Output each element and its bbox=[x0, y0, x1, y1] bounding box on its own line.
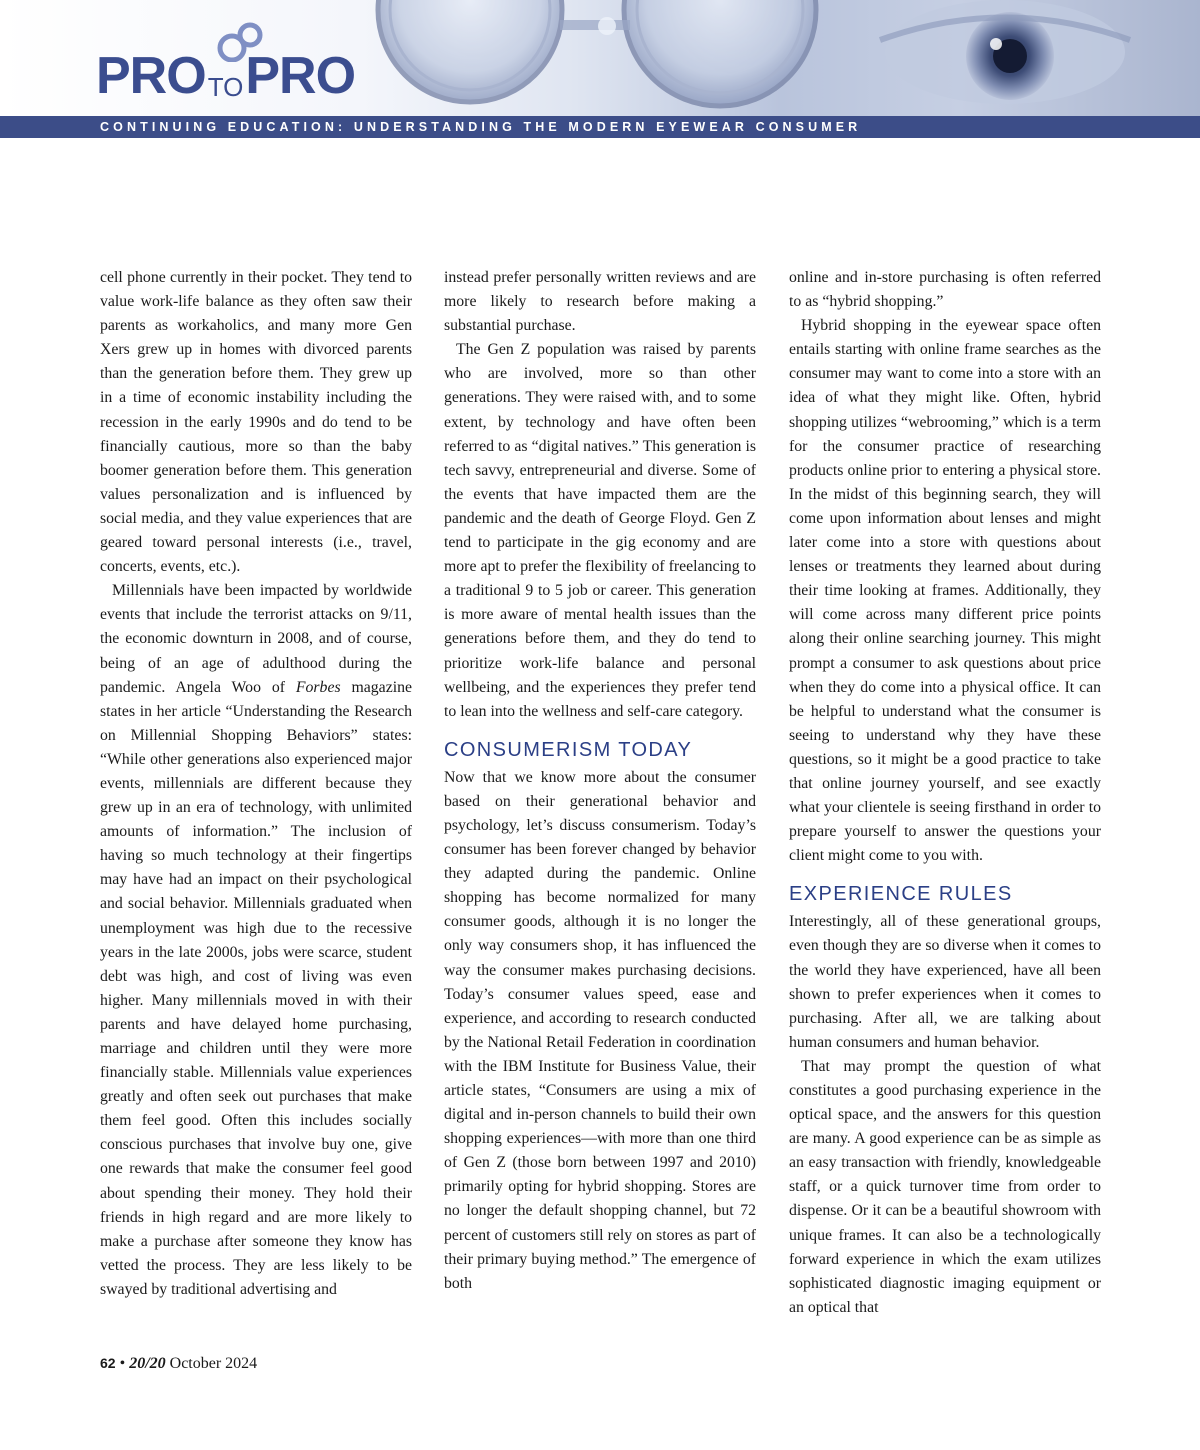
logo-pro-left: PRO bbox=[96, 47, 206, 105]
article-column-2 bbox=[444, 266, 756, 1296]
page-footer bbox=[100, 1355, 257, 1373]
magazine-name: 20/20 bbox=[129, 1355, 166, 1372]
page-number: 62 bbox=[100, 1355, 116, 1371]
article-column-1 bbox=[100, 266, 412, 1302]
paragraph: Now that we know more about the consumer based on their generational behavior and psychology, let’s discuss consumerism. Today’s consumer has been forever changed by behavior they adapted during the pandemic. Online shopping has become normalized for many consumer goods, although it is no longer the only way consumers shop, it has influenced the way the consumer makes purchasing decisions. Today’s consumer values speed, ease and experience, and according to research conducted by the National Retail Federation in coordination with the IBM Institute for Business Value, their article states, “Consumers are using a mix of digital and in-person channels to build their own shopping experiences—with more than one third of Gen Z (those born between 1997 and 2010) primarily opting for hybrid shopping. Stores are no longer the default shopping channel, but 72 percent of customers still rely on stores as part of their primary buying method.” The emergence of both bbox=[444, 768, 756, 1292]
paragraph: Hybrid shopping in the eyewear space often entails starting with online frame searches as the consumer may want to come into a store with an idea of what they might like. Often, hybrid shopping utilizes “webrooming,” which is a term for the consumer practice of researching products online prior to entering a physical store. In the midst of this beginning search, they will come upon information about lenses and might later come into a store with questions about lenses or treatments they learned about during their time looking at frames. Additionally, they will come across many different price points along their online searching journey. This might prompt a consumer to ask questions about price when they do come into a physical office. It can be helpful to understand what the consumer is seeing to understand why they have these questions, so it might be a good practice to take that online journey yourself, and see exactly what your clientele is seeing firsthand in order to prepare yourself to answer the questions your client might come to you with. bbox=[789, 317, 1101, 865]
paragraph: instead prefer personally written reviews and are more likely to research before making a substantial purchase. bbox=[444, 269, 756, 335]
pro-to-pro-logo bbox=[96, 46, 355, 106]
section-heading-experience: EXPERIENCE RULES bbox=[789, 883, 1013, 906]
section-heading-consumerism: CONSUMERISM TODAY bbox=[444, 738, 693, 761]
footer-bullet: • bbox=[119, 1355, 126, 1372]
issue-date: October 2024 bbox=[169, 1355, 258, 1372]
paragraph: The Gen Z population was raised by parents who are involved, more so than other generations. They were raised with, and to some extent, by technology and have often been referred to as “digital natives.” This generation is tech savvy, entrepreneurial and diverse. Some of the events that have impacted them are the pandemic and the death of George Floyd. Gen Z tend to participate in the gig economy and are more apt to prefer the flexibility of freelancing to a traditional 9 to 5 job or career. This generation is more aware of mental health issues than the generations before them, and they do tend to prioritize work-life balance and personal wellbeing, and the experiences they prefer tend to lean into the wellness and self-care category. bbox=[444, 341, 756, 720]
paragraph: That may prompt the question of what constitutes a good purchasing experience in the optical space, and the answers for this question are many. A good experience can be as simple as an easy transaction with friendly, knowledgeable staff, or a quick turnover time from order to dispense. Or it can be a beautiful showroom with unique frames. It can also be a technologically forward experience in which the exam utilizes sophisticated diagnostic imaging equipment or an optical that bbox=[789, 1057, 1101, 1316]
paragraph: online and in-store purchasing is often referred to as “hybrid shopping.” bbox=[789, 269, 1101, 311]
paragraph: Interestingly, all of these generational groups, even though they are so diverse when it comes to the world they have experienced, have all been shown to prefer experiences when it comes to purchasing. After all, we are talking about human consumers and human behavior. bbox=[789, 913, 1101, 1051]
paragraph-text: Millennials have been impacted by worldwide events that include the terrorist attacks on 9/11, the economic downturn in 2008, and of course, being of an age of adulthood during the pandemic. Angela Woo of bbox=[100, 582, 412, 696]
logo-pro-right: PRO bbox=[245, 47, 356, 105]
paragraph: cell phone currently in their pocket. They tend to value work-life balance as they often saw their parents as workaholics, and many more Gen Xers grew up in homes with divorced parents than the generation before them. They grew up in a time of economic instability including the recession in the early 1990s and do tend to be financially cautious, more so than the baby boomer generation before them. This generation values personalization and is influenced by social media, and they value experiences that are geared toward personal interests (i.e., travel, concerts, events, etc.). bbox=[100, 269, 412, 576]
publication-name: Forbes bbox=[295, 678, 341, 696]
article-column-3 bbox=[789, 266, 1101, 1320]
section-band-text: CONTINUING EDUCATION: UNDERSTANDING THE MODERN EYEWEAR CONSUMER bbox=[100, 120, 862, 134]
trial-frame-lens-right bbox=[624, 0, 816, 106]
logo-rings-icon bbox=[214, 22, 274, 62]
paragraph-text: magazine states in her article “Understanding the Research on Millennial Shopping Behaviors” states: “While other generations also experienced major events, millennials are different because they grew up in an era of technology, with unlimited amounts of information.” The inclusion of having so much technology at their fingertips may have had an impact on their psychological and social behavior. Millennials graduated when unemployment was high due to the recessive years in the late 2000s, jobs were scarce, student debt was high, and cost of living was even higher. Many millennials moved in with their parents and have delayed home purchasing, marriage and children until they were more financially stable. Millennials value experiences greatly and often seek out purchases that make them feel good. Often this includes socially conscious purchases that involve buy one, give one rewards that make the consumer feel good about spending their money. They hold their friends in high regard and are more likely to make a purchase after someone they know has vetted the process. They are less likely to be swayed by traditional advertising and bbox=[100, 678, 413, 1298]
section-band bbox=[0, 116, 1200, 138]
logo-to: TO bbox=[207, 72, 244, 102]
paragraph bbox=[100, 579, 412, 1302]
trial-frame-lens-left bbox=[378, 0, 562, 102]
page-header bbox=[0, 0, 1200, 116]
